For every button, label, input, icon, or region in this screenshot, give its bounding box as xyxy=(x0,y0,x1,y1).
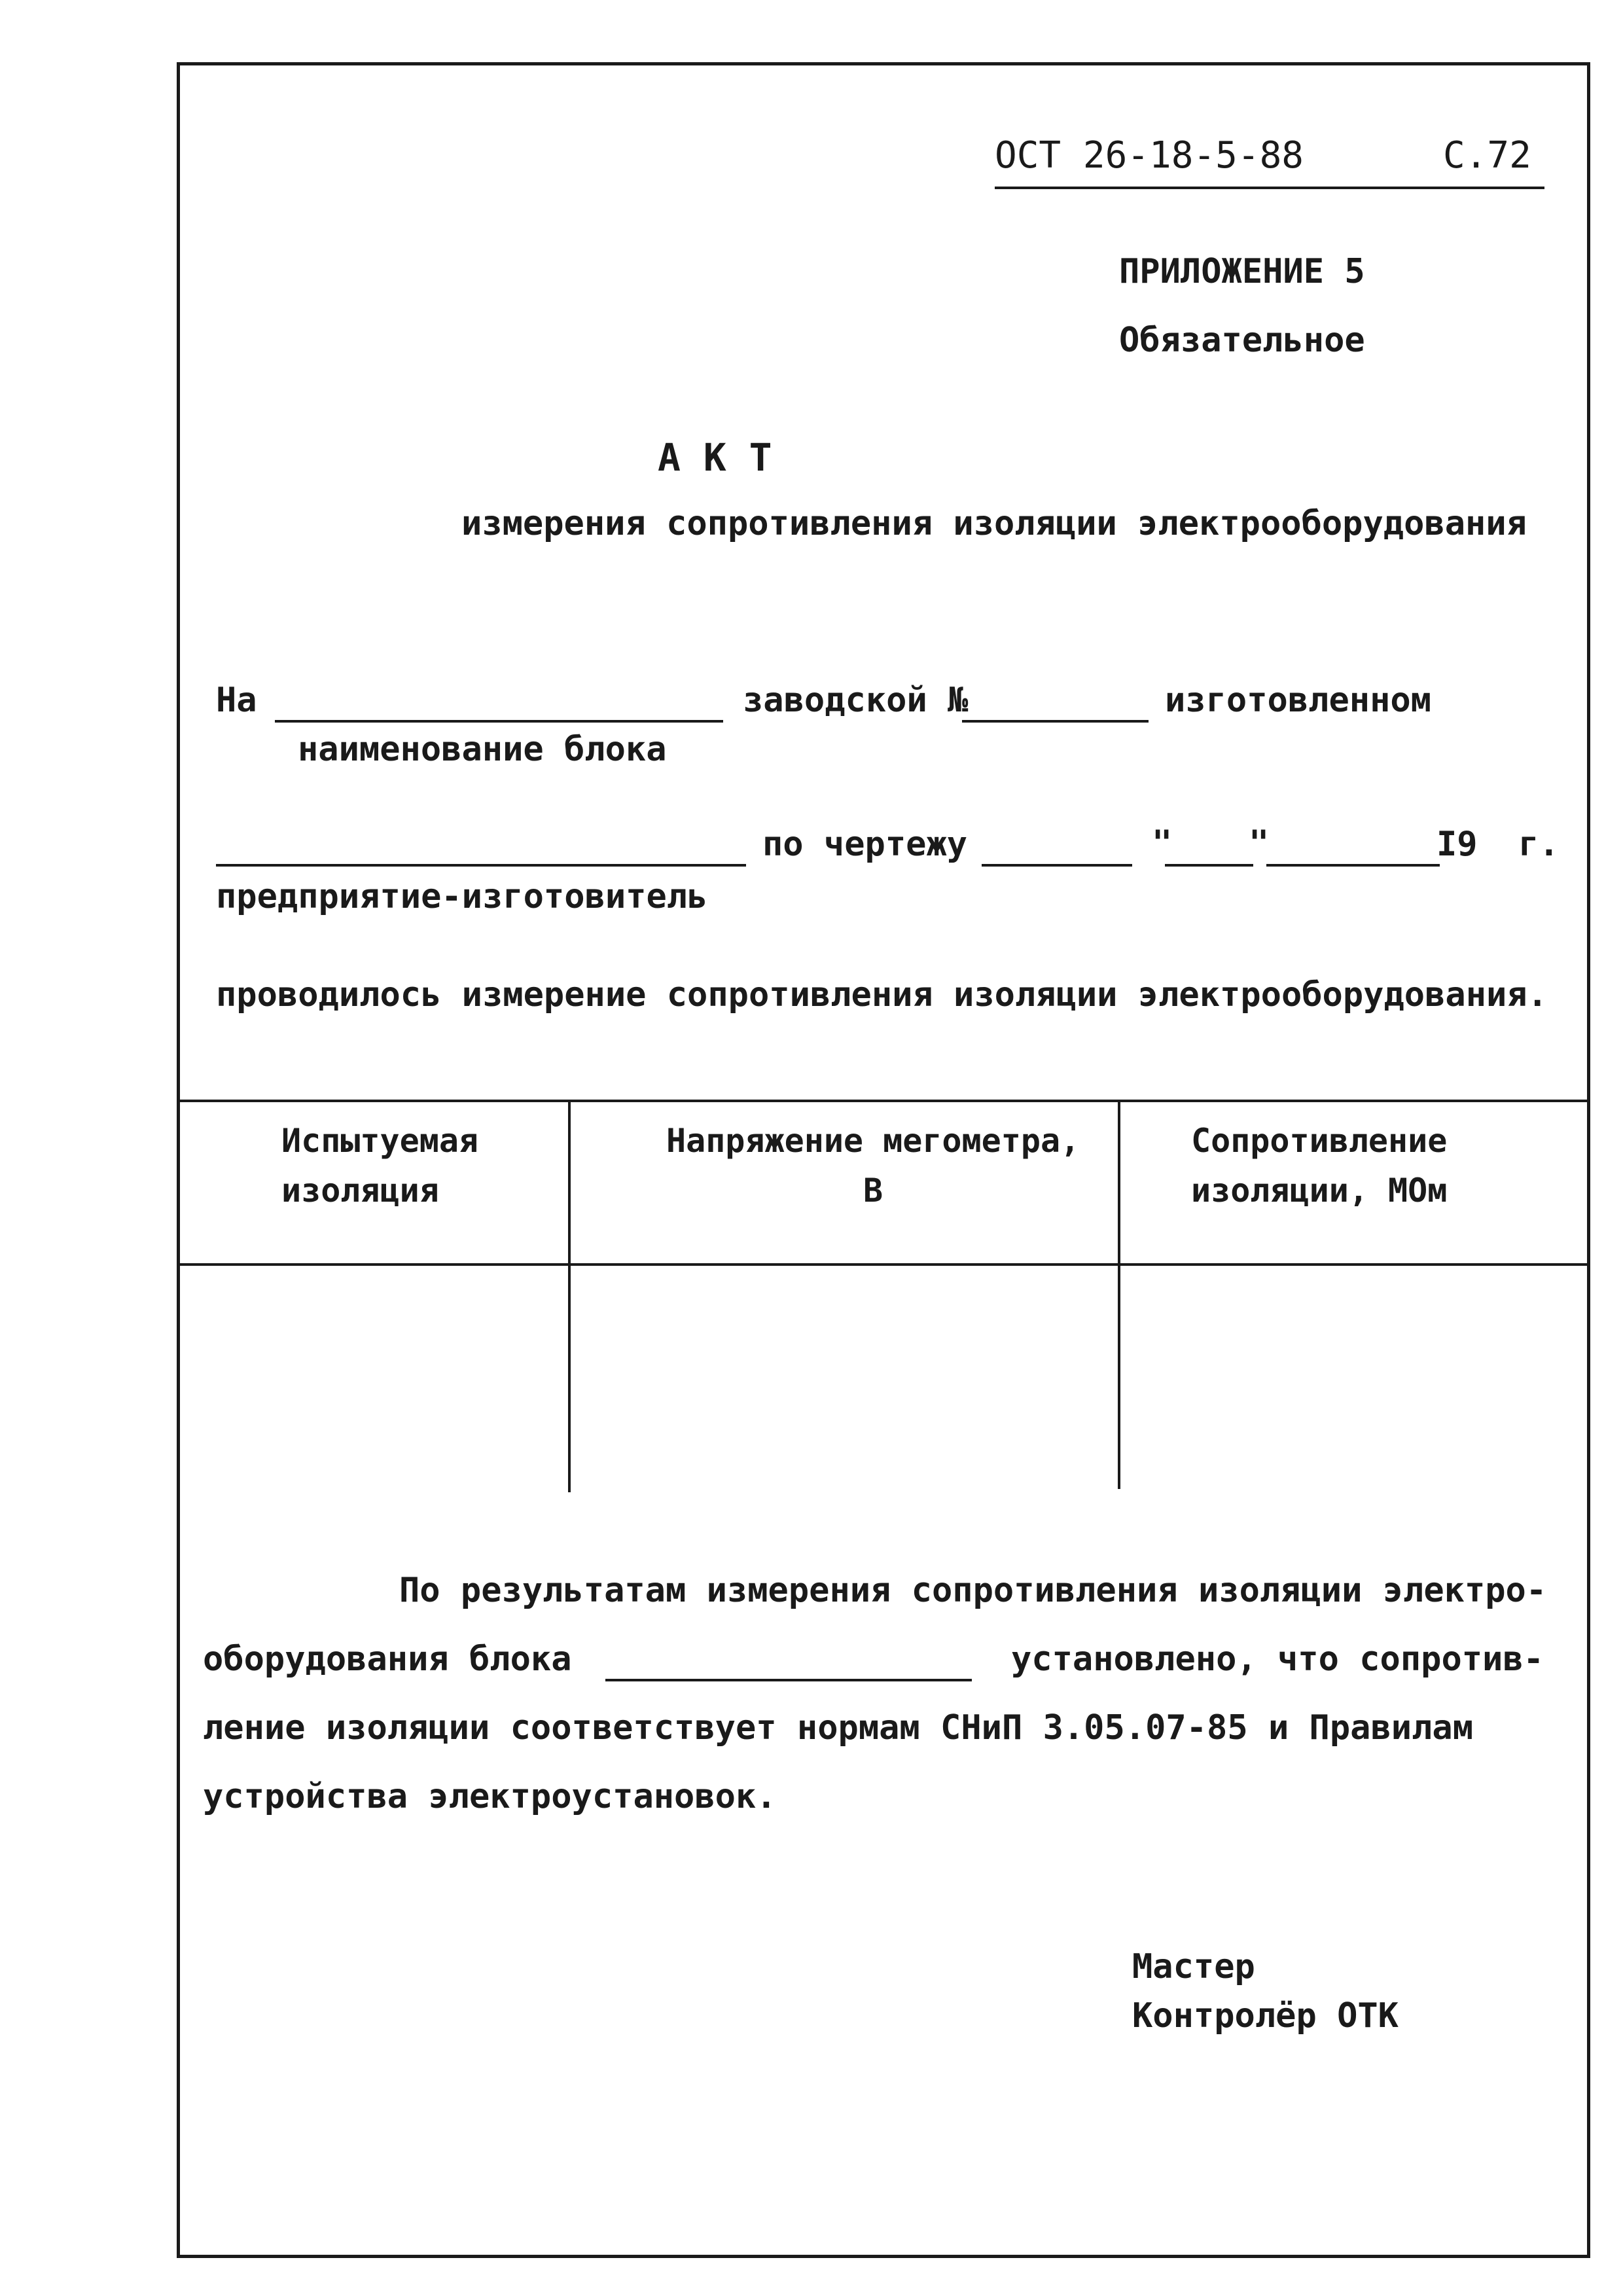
block-name-caption: наименование блока xyxy=(298,730,667,769)
drawing-label: по чертежу xyxy=(762,825,968,864)
factory-number-blank xyxy=(962,720,1149,723)
day-blank xyxy=(1165,864,1253,867)
date-quote-open: " xyxy=(1152,823,1173,863)
line1-made-label: изготовленном xyxy=(1165,681,1431,720)
header-underline xyxy=(995,187,1544,189)
table-column-divider-1 xyxy=(568,1100,571,1492)
conclusion-line3: ление изоляции соответствует нормам СНиП 3.05.07-85 и Правилам xyxy=(203,1708,1474,1748)
conclusion-line4: устройства электроустановок. xyxy=(203,1777,777,1816)
standard-number: ОСТ 26-18-5-88 xyxy=(995,134,1304,177)
table-column-divider-2 xyxy=(1118,1100,1120,1489)
date-quote-close: " xyxy=(1249,823,1270,863)
manufacturer-caption: предприятие-изготовитель xyxy=(216,877,708,916)
manufacturer-blank xyxy=(216,864,746,867)
month-blank xyxy=(1266,864,1440,867)
table-header-border xyxy=(177,1263,1590,1266)
column-header-insulation xyxy=(281,1116,478,1215)
conclusion-block-blank xyxy=(605,1679,972,1681)
conclusion-line1: По результатам измерения сопротивления изоляции электро- xyxy=(399,1571,1547,1610)
column-header-insulation-line1: Испытуемая xyxy=(281,1122,479,1160)
column-header-insulation-line2: изоляция xyxy=(281,1172,439,1210)
line1-prefix: На xyxy=(216,681,257,720)
act-subtitle: измерения сопротивления изоляции электрооборудования xyxy=(461,504,1527,543)
column-header-resistance xyxy=(1191,1116,1447,1215)
year-prefix: I9 xyxy=(1436,825,1478,864)
signature-controller: Контролёр ОТК xyxy=(1132,1996,1399,2036)
block-name-blank xyxy=(275,720,723,723)
appendix-title: ПРИЛОЖЕНИЕ 5 xyxy=(1119,252,1365,291)
conclusion-line2-prefix: оборудования блока xyxy=(203,1640,572,1679)
line1-factory-label: заводской № xyxy=(743,681,969,720)
signature-master: Мастер xyxy=(1132,1947,1255,1986)
conclusion-line2-suffix: установлено, что сопротив- xyxy=(1011,1640,1544,1679)
measurement-statement: проводилось измерение сопротивления изоляции электрооборудования. xyxy=(216,975,1548,1014)
table-top-border xyxy=(177,1100,1590,1102)
drawing-number-blank xyxy=(982,864,1132,867)
year-suffix: г. xyxy=(1518,825,1560,864)
column-header-resistance-line2: изоляции, МОм xyxy=(1191,1172,1448,1210)
column-header-voltage-line1: Напряжение мегометра, xyxy=(666,1122,1080,1160)
page-number: С.72 xyxy=(1443,134,1531,177)
column-header-voltage-line2: В xyxy=(863,1172,883,1210)
column-header-voltage xyxy=(666,1116,1080,1215)
column-header-resistance-line1: Сопротивление xyxy=(1191,1122,1448,1160)
appendix-status: Обязательное xyxy=(1119,321,1365,360)
act-title: А К Т xyxy=(658,435,772,480)
